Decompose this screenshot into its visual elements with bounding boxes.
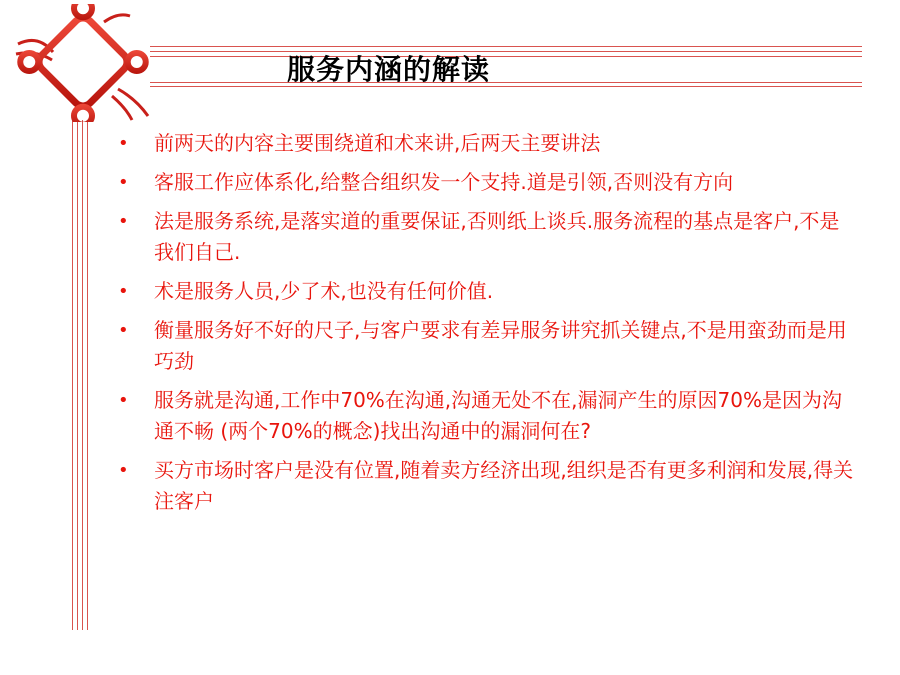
list-item bbox=[118, 128, 858, 159]
top-rule-5 bbox=[150, 86, 862, 87]
bullet-icon: • bbox=[118, 281, 129, 302]
list-item bbox=[118, 315, 858, 377]
top-rule-4 bbox=[150, 82, 862, 83]
list-item-text: 客服工作应体系化,给整合组织发一个支持.道是引领,否则没有方向 bbox=[154, 170, 734, 194]
bullet-icon: • bbox=[118, 211, 129, 232]
top-rule-3 bbox=[150, 56, 862, 57]
bullet-icon: • bbox=[118, 390, 129, 411]
left-rule-4 bbox=[87, 120, 88, 630]
left-rule-2 bbox=[77, 120, 78, 630]
list-item-text: 前两天的内容主要围绕道和术来讲,后两天主要讲法 bbox=[154, 131, 601, 155]
top-rule-1 bbox=[150, 46, 862, 47]
bullet-icon: • bbox=[118, 172, 129, 193]
list-item bbox=[118, 385, 858, 447]
list-item-text: 术是服务人员,少了术,也没有任何价值. bbox=[154, 279, 494, 303]
list-item-text: 服务就是沟通,工作中70%在沟通,沟通无处不在,漏洞产生的原因70%是因为沟通不畅 (两个70%的概念)找出沟通中的漏洞何在? bbox=[154, 388, 842, 443]
left-rule-3 bbox=[82, 120, 83, 630]
top-rule-2 bbox=[150, 51, 862, 52]
list-item-text: 法是服务系统,是落实道的重要保证,否则纸上谈兵.服务流程的基点是客户,不是我们自己. bbox=[154, 209, 840, 264]
list-item-text: 买方市场时客户是没有位置,随着卖方经济出现,组织是否有更多利润和发展,得关注客户 bbox=[154, 458, 854, 513]
chinese-knot-icon bbox=[8, 4, 158, 122]
bullet-list bbox=[118, 128, 858, 525]
bullet-icon: • bbox=[118, 320, 129, 341]
slide-title: 服务内涵的解读 bbox=[287, 53, 491, 86]
list-item bbox=[118, 206, 858, 268]
bullet-icon: • bbox=[118, 133, 129, 154]
bullet-icon: • bbox=[118, 460, 129, 481]
list-item bbox=[118, 276, 858, 307]
list-item-text: 衡量服务好不好的尺子,与客户要求有差异服务讲究抓关键点,不是用蛮劲而是用巧劲 bbox=[154, 318, 847, 373]
left-rule-1 bbox=[72, 120, 73, 630]
list-item bbox=[118, 167, 858, 198]
list-item bbox=[118, 455, 858, 517]
